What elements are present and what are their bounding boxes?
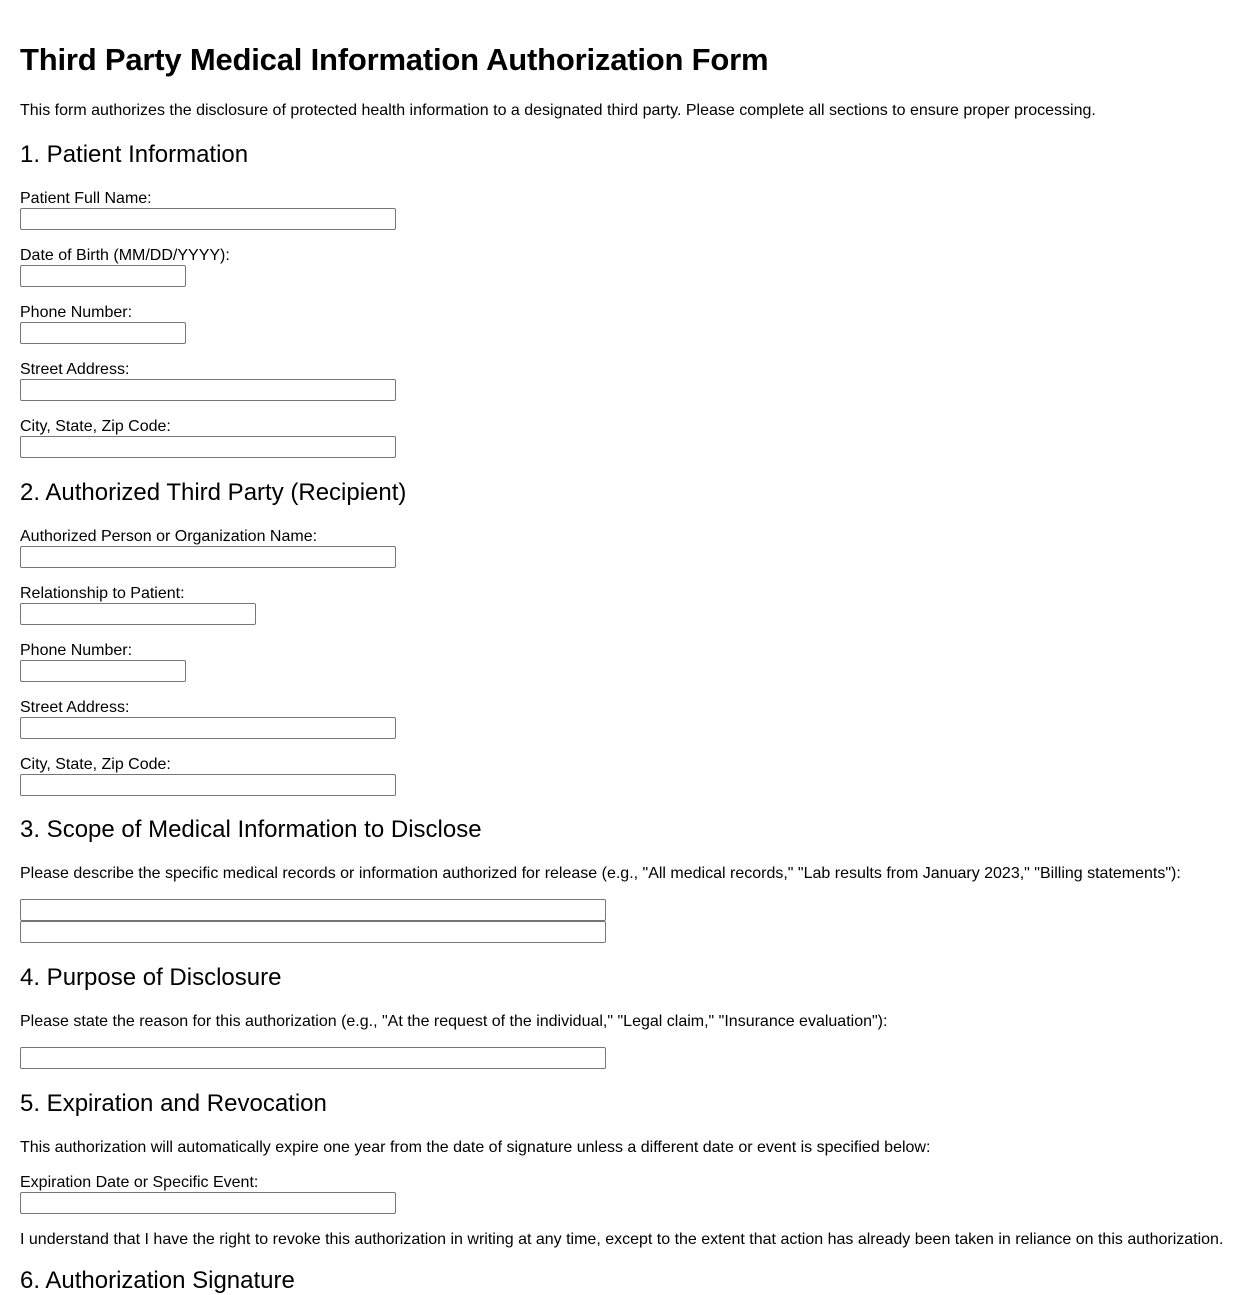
expiration-input[interactable]: [20, 1192, 396, 1214]
section-heading-purpose: 4. Purpose of Disclosure: [20, 964, 282, 991]
recipient-phone-input[interactable]: [20, 660, 186, 682]
relationship-input[interactable]: [20, 603, 256, 625]
section-heading-scope: 3. Scope of Medical Information to Disclose: [20, 816, 482, 843]
section-heading-third-party: 2. Authorized Third Party (Recipient): [20, 479, 407, 506]
recipient-street-input[interactable]: [20, 717, 396, 739]
recipient-city-input[interactable]: [20, 774, 396, 796]
scope-input-line-1[interactable]: [20, 899, 606, 921]
relationship-label: Relationship to Patient:: [20, 585, 185, 602]
patient-name-label: Patient Full Name:: [20, 190, 152, 207]
patient-dob-label: Date of Birth (MM/DD/YYYY):: [20, 247, 230, 264]
section-heading-patient-info: 1. Patient Information: [20, 141, 249, 168]
purpose-input[interactable]: [20, 1047, 606, 1069]
intro-text: This form authorizes the disclosure of protected health information to a designated third party. Please complete all sections to ensure proper processing.: [20, 102, 1096, 119]
purpose-description: Please state the reason for this authorization (e.g., "At the request of the individual," "Legal claim," "Insurance evaluation"):: [20, 1013, 888, 1030]
patient-name-input[interactable]: [20, 208, 396, 230]
expiration-description: This authorization will automatically expire one year from the date of signature unless a different date or event is specified below:: [20, 1139, 931, 1156]
patient-city-input[interactable]: [20, 436, 396, 458]
page-title: Third Party Medical Information Authorization Form: [20, 42, 769, 77]
expiration-label: Expiration Date or Specific Event:: [20, 1174, 259, 1191]
scope-description: Please describe the specific medical records or information authorized for release (e.g., "All medical records," "Lab results from January 2023," "Billing statements"):: [20, 865, 1181, 882]
revocation-statement: I understand that I have the right to revoke this authorization in writing at any time, except to the extent that action has already been taken in reliance on this authorization.: [20, 1231, 1224, 1248]
patient-city-label: City, State, Zip Code:: [20, 418, 171, 435]
recipient-phone-label: Phone Number:: [20, 642, 133, 659]
recipient-city-label: City, State, Zip Code:: [20, 756, 171, 773]
patient-dob-input[interactable]: [20, 265, 186, 287]
patient-street-label: Street Address:: [20, 361, 130, 378]
recipient-street-label: Street Address:: [20, 699, 130, 716]
patient-phone-label: Phone Number:: [20, 304, 133, 321]
recipient-name-input[interactable]: [20, 546, 396, 568]
patient-phone-input[interactable]: [20, 322, 186, 344]
scope-input-line-2[interactable]: [20, 921, 606, 943]
patient-street-input[interactable]: [20, 379, 396, 401]
recipient-name-label: Authorized Person or Organization Name:: [20, 528, 318, 545]
section-heading-expiration: 5. Expiration and Revocation: [20, 1090, 327, 1117]
section-heading-signature: 6. Authorization Signature: [20, 1267, 295, 1294]
